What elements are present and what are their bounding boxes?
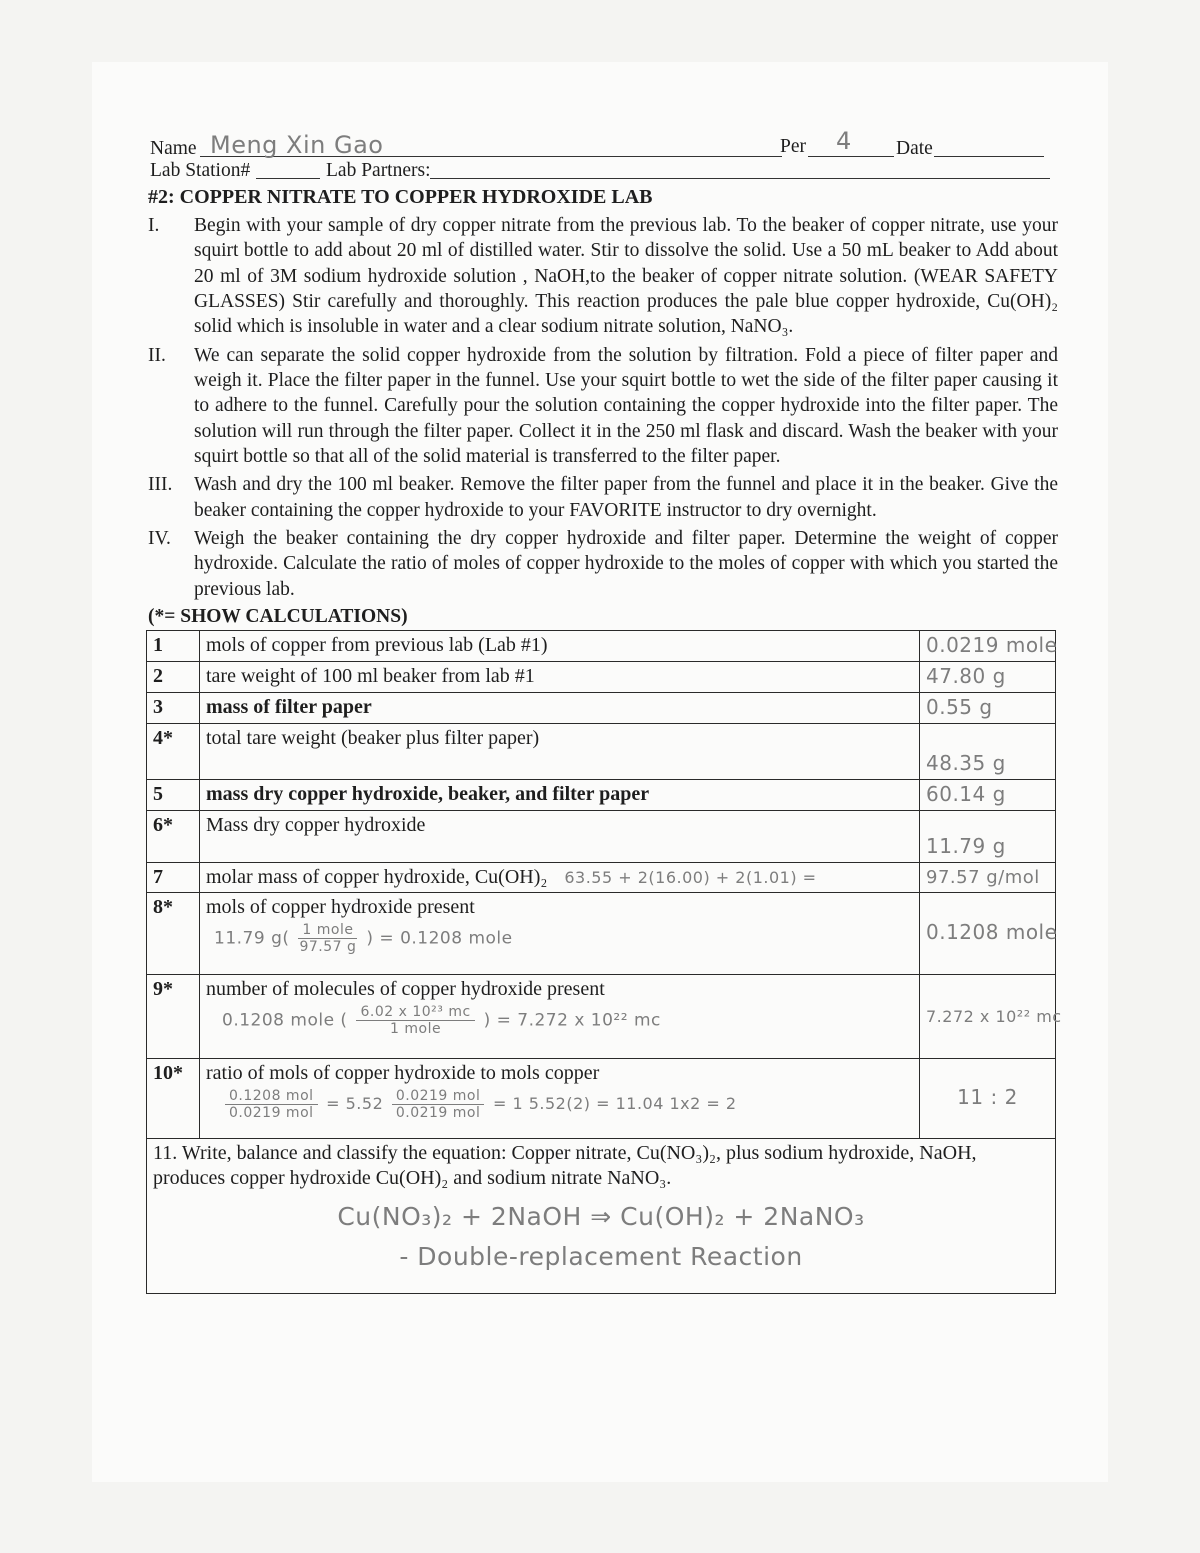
step-number: II. [148, 344, 166, 366]
row-number: 4* [147, 723, 200, 779]
row-label: mass dry copper hydroxide, beaker, and filter paper [200, 779, 920, 810]
row-label [200, 974, 920, 1058]
calc-fraction [392, 1088, 485, 1121]
step-number: IV. [148, 528, 171, 550]
fraction-denominator: 1 mole [390, 1020, 442, 1037]
answer-value: 0.0219 mole [926, 632, 1058, 657]
row-number: 3 [147, 692, 200, 723]
table-row [147, 630, 1056, 661]
fraction-numerator: 0.1208 mol [225, 1088, 318, 1105]
table-row [147, 1058, 1056, 1138]
answer-value: 11.79 g [926, 833, 1006, 858]
row-answer[interactable] [920, 779, 1056, 810]
row-number: 2 [147, 661, 200, 692]
date-label: Date [896, 138, 933, 159]
lab-partners-label: Lab Partners: [326, 160, 431, 181]
table-row [147, 692, 1056, 723]
row-number: 9* [147, 974, 200, 1058]
table-row [147, 974, 1056, 1058]
step-2 [148, 343, 1058, 470]
lab-station-field[interactable] [256, 154, 320, 179]
row-label: mols of copper from previous lab (Lab #1) [200, 630, 920, 661]
answer-value: 7.272 x 10²² mc [926, 1006, 1062, 1026]
row-calculation: 63.55 + 2(16.00) + 2(1.01) = [564, 867, 817, 887]
balanced-equation: Cu(NO₃)₂ + 2NaOH ⇒ Cu(OH)₂ + 2NaNO₃ [337, 1201, 865, 1231]
fraction-numerator: 6.02 x 10²³ mc [356, 1004, 474, 1021]
step-3 [148, 472, 1058, 523]
row-label-text: number of molecules of copper hydroxide present [206, 977, 605, 1000]
row-label [200, 1058, 920, 1138]
table-row [147, 779, 1056, 810]
name-label: Name [150, 138, 197, 159]
answer-value: 60.14 g [926, 781, 1006, 806]
row-number: 5 [147, 779, 200, 810]
row-answer[interactable] [920, 1058, 1056, 1138]
answer-value: 11 : 2 [957, 1085, 1018, 1109]
row-answer[interactable] [920, 810, 1056, 862]
fraction-denominator: 0.0219 mol [229, 1104, 314, 1121]
question-11-prompt: 11. Write, balance and classify the equation: Copper nitrate, Cu(NO₃)₂, plus sodium hydroxide, NaOH, produces copper hydroxide Cu(OH)₂ and sodium nitrate NaNO₃. [153, 1141, 977, 1189]
row-label: mass of filter paper [200, 692, 920, 723]
table-row [147, 892, 1056, 974]
row-label [200, 862, 920, 892]
row-answer[interactable] [920, 630, 1056, 661]
table-row [147, 862, 1056, 892]
table-row [147, 810, 1056, 862]
data-table [146, 630, 1062, 1294]
calc-result: ) = 7.272 x 10²² mc [483, 1010, 661, 1031]
row-answer[interactable] [920, 892, 1056, 974]
row-answer[interactable] [920, 692, 1056, 723]
row-number: 1 [147, 630, 200, 661]
calc-result: = 5.52 [326, 1093, 384, 1113]
row-label-text: ratio of mols of copper hydroxide to mols copper [206, 1061, 600, 1084]
lab-station-label: Lab Station# [150, 160, 251, 181]
fraction-numerator: 0.0219 mol [392, 1088, 485, 1105]
step-text: Weigh the beaker containing the dry copper hydroxide and filter paper. Determine the weight of copper hydroxide. Calculate the ratio of moles of copper hydroxide to the moles of copper with which you started the previous lab. [194, 528, 1058, 600]
question-11-box [147, 1138, 1056, 1293]
fraction-denominator: 0.0219 mol [395, 1104, 481, 1121]
row-label: total tare weight (beaker plus filter paper) [200, 723, 920, 779]
lab-worksheet [148, 127, 1062, 1294]
step-text: Wash and dry the 100 ml beaker. Remove the filter paper from the funnel and place it in the beaker. Give the beaker containing the copper hydroxide to your FAVORITE instructor to dry overnight. [194, 474, 1058, 521]
row-label-text: mols of copper hydroxide present [206, 895, 475, 918]
row-label: Mass dry copper hydroxide [200, 810, 920, 862]
fraction-denominator: 97.57 g [299, 938, 357, 955]
table-row [147, 1138, 1056, 1293]
answer-value: 47.80 g [926, 663, 1006, 688]
lab-title: #2: COPPER NITRATE TO COPPER HYDROXIDE LAB [148, 186, 653, 208]
header-line-2 [148, 158, 1058, 182]
row-label [200, 892, 920, 974]
answer-value: 48.35 g [926, 750, 1006, 775]
step-4 [148, 526, 1058, 602]
step-number: I. [148, 215, 160, 236]
show-calculations-note: (*= SHOW CALCULATIONS) [148, 606, 408, 628]
row-calculation [214, 922, 913, 955]
row-answer[interactable] [920, 862, 1056, 892]
calc-prefix: 0.1208 mole ( [222, 1010, 348, 1031]
name-value: Meng Xin Gao [210, 131, 384, 159]
row-answer[interactable] [920, 661, 1056, 692]
per-label: Per [780, 136, 806, 157]
row-answer[interactable] [920, 974, 1062, 1058]
answer-value: 0.55 g [926, 694, 993, 719]
lab-partners-field[interactable] [430, 154, 1050, 179]
calc-result: ) = 0.1208 mole [366, 928, 513, 949]
row-calculation [222, 1004, 913, 1037]
calc-fraction [225, 1088, 318, 1121]
row-number: 7 [147, 862, 200, 892]
row-answer[interactable] [920, 723, 1056, 779]
row-number: 8* [147, 892, 200, 974]
step-number: III. [148, 474, 173, 496]
step-text: We can separate the solid copper hydroxide from the solution by filtration. Fold a piece of filter paper and weigh it. Place the filter paper in the funnel. Use your squirt bottle to wet the side of the filter paper causing it to adhere to the funnel. Carefully pour the solution containing the copper hydroxide into the filter paper. The solution will run through the filter paper. Collect it in the 250 ml flask and discard. Wash the beaker with your squirt bottle so that all of the solid material is transferred to the filter paper. [194, 344, 1058, 468]
table-row [147, 723, 1056, 779]
calc-fraction [356, 1004, 474, 1037]
answer-value: 0.1208 mole [926, 920, 1058, 944]
table-row [147, 661, 1056, 692]
row-number: 10* [147, 1058, 200, 1138]
row-label: tare weight of 100 ml beaker from lab #1 [200, 661, 920, 692]
row-number: 6* [147, 810, 200, 862]
calc-fraction [298, 922, 357, 955]
per-value: 4 [836, 127, 852, 155]
row-calculation [222, 1088, 913, 1121]
step-text: Begin with your sample of dry copper nitrate from the previous lab. To the beaker of copper nitrate, use your squirt bottle to add about 20 ml of distilled water. Stir to dissolve the solid. Use a 50 mL beaker to Add about 20 ml of 3M sodium hydroxide solution , NaOH,to the beaker of copper nitrate solution. (WEAR SAFETY GLASSES) Stir carefully and thoroughly. This reaction produces the pale blue copper hydroxide, Cu(OH)₂ solid which is insoluble in water and a clear sodium nitrate solution, NaNO₃. [194, 215, 1058, 338]
step-1 [148, 213, 1058, 340]
calc-prefix: 11.79 g( [214, 928, 290, 949]
row-label-text: molar mass of copper hydroxide, Cu(OH)₂ [206, 865, 548, 888]
calc-tail: = 1 5.52(2) = 11.04 1x2 = 2 [492, 1093, 737, 1113]
fraction-numerator: 1 mole [298, 922, 357, 939]
reaction-classification: - Double-replacement Reaction [399, 1241, 803, 1271]
answer-value: 97.57 g/mol [926, 866, 1040, 888]
